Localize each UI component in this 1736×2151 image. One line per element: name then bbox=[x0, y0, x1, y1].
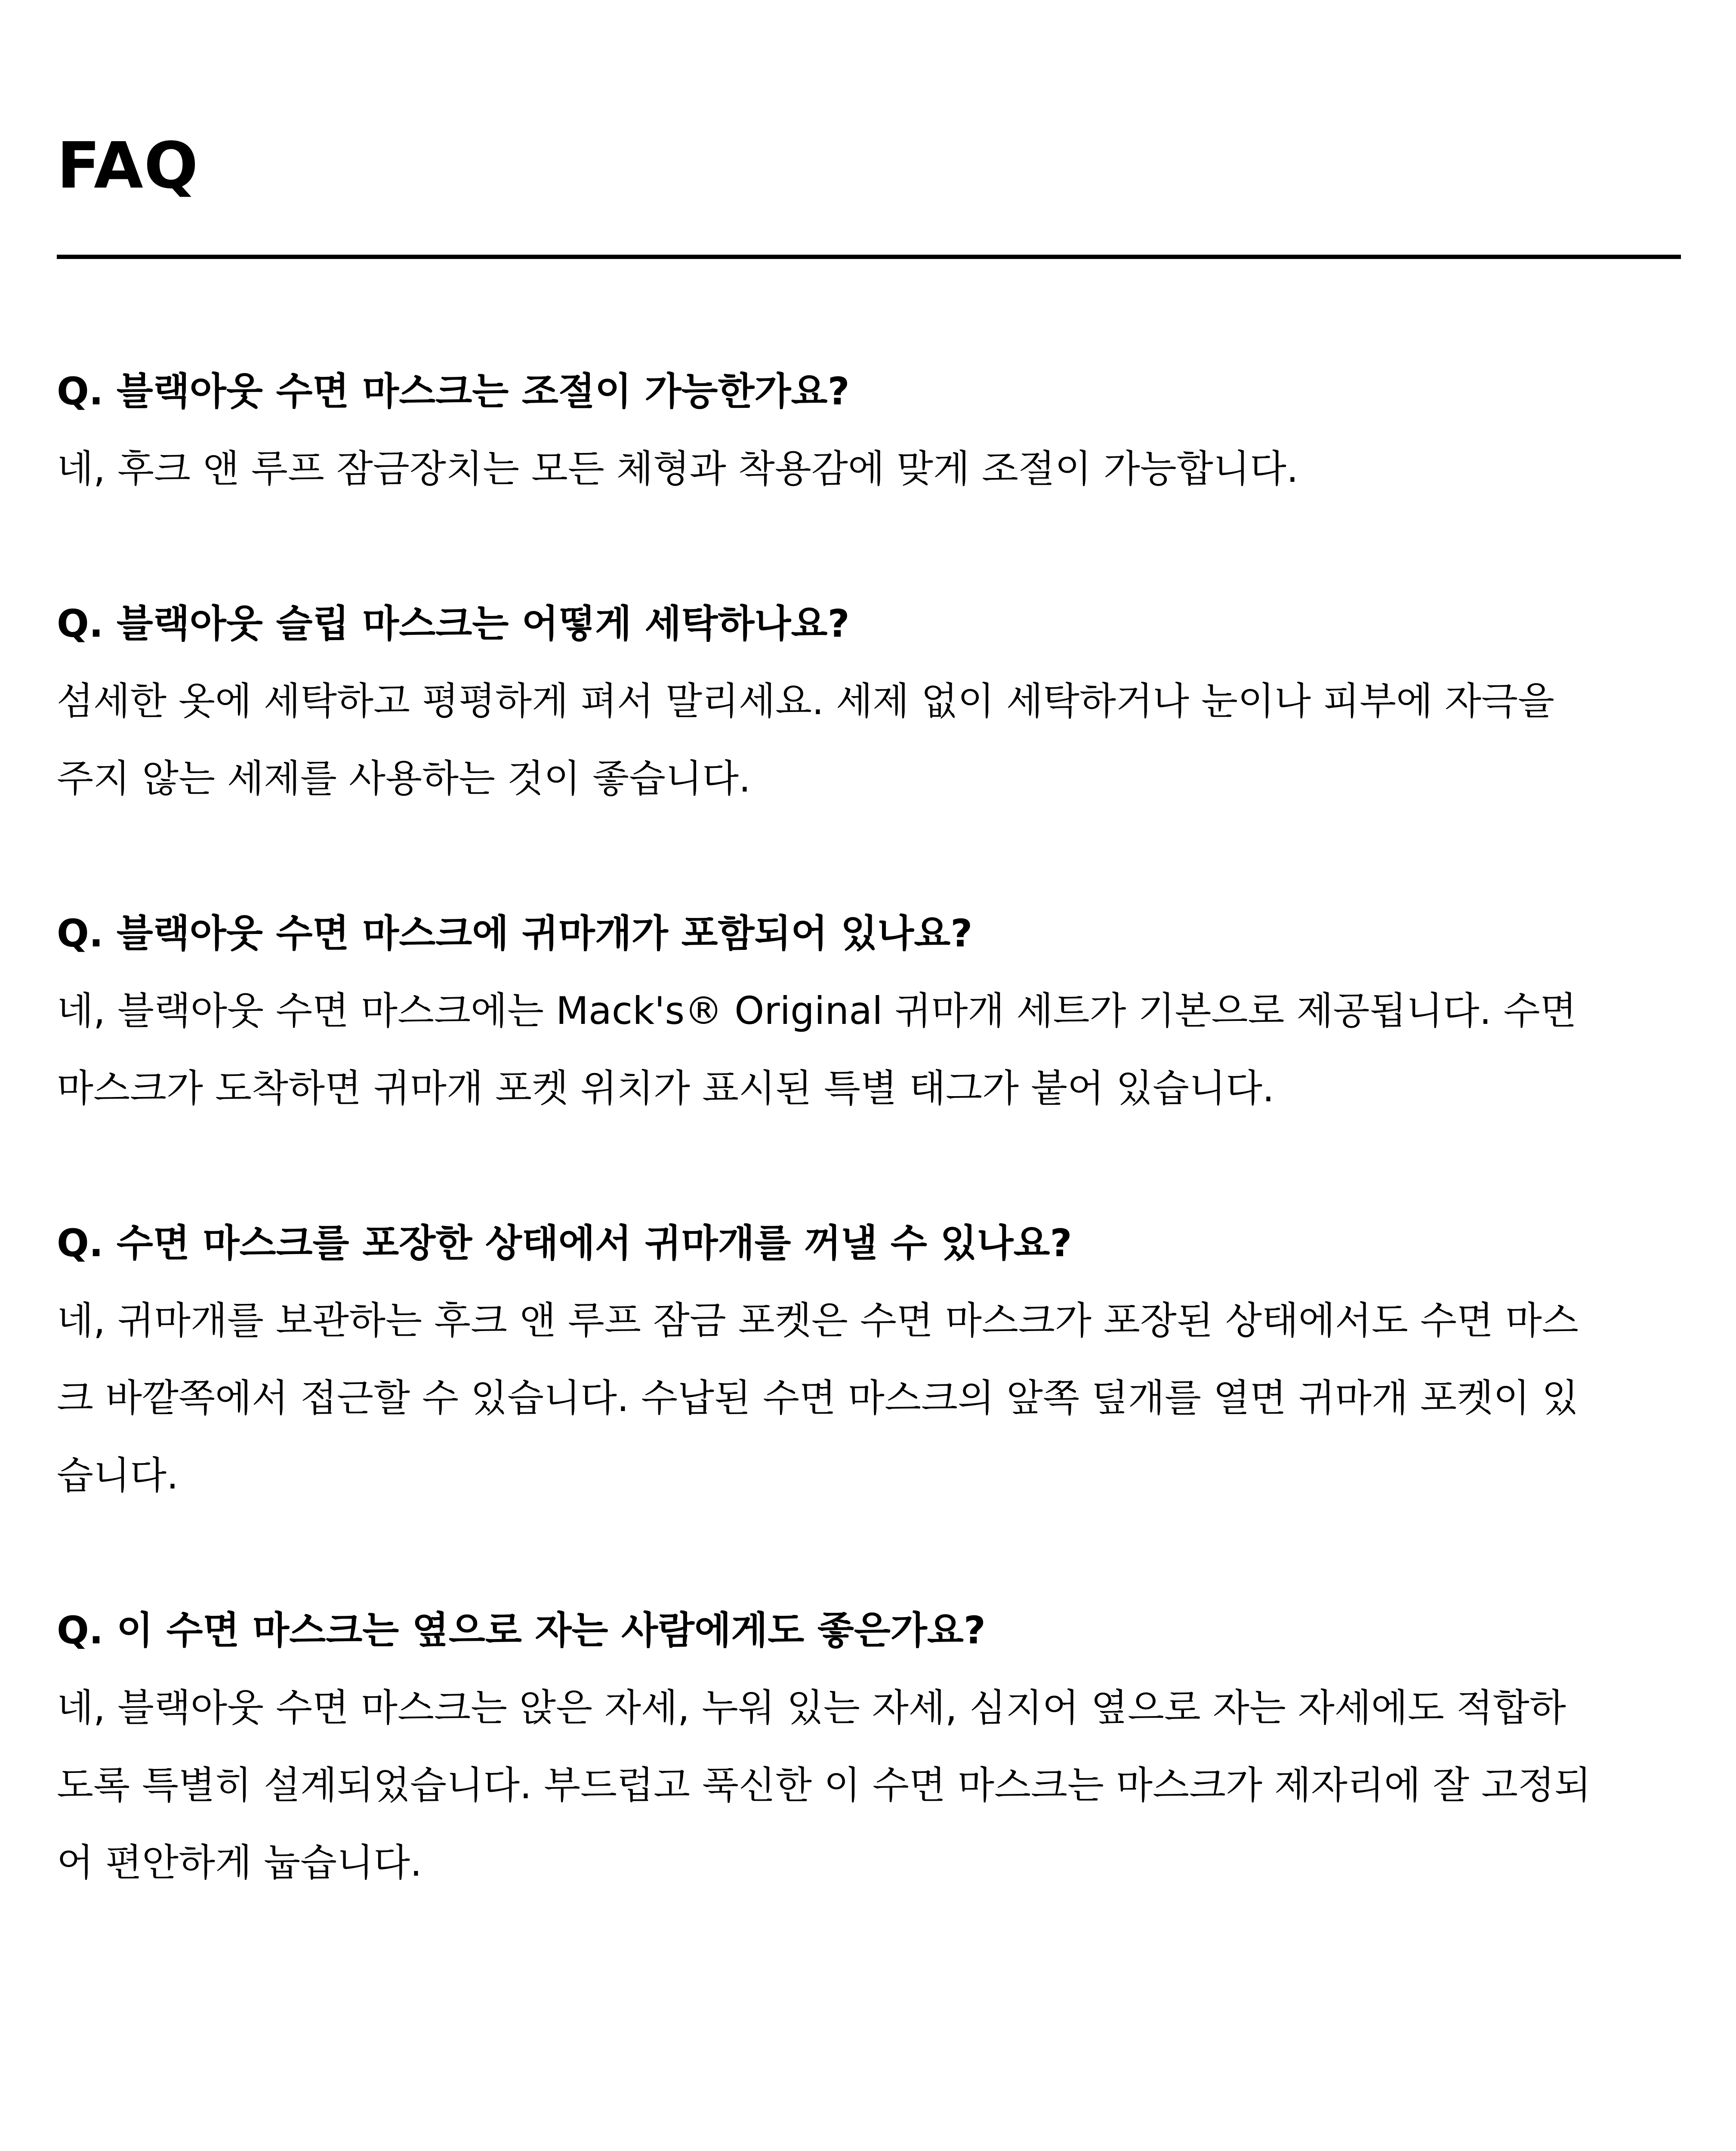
faq-answer-line: 어 편안하게 눕습니다. bbox=[57, 1840, 422, 1885]
faq-answer-line: 습니다. bbox=[57, 1453, 179, 1498]
faq-item bbox=[57, 353, 1681, 508]
faq-answer-line: 도록 특별히 설계되었습니다. 부드럽고 푹신한 이 수면 마스크는 마스크가 제자리에 잘 고정되 bbox=[57, 1763, 1591, 1807]
faq-question: Q. 이 수면 마스크는 옆으로 자는 사람에게도 좋은가요? bbox=[57, 1608, 986, 1652]
faq-answer-line: 섬세한 옷에 세탁하고 평평하게 펴서 말리세요. 세제 없이 세탁하거나 눈이나 피부에 자극을 bbox=[57, 679, 1554, 723]
faq-item bbox=[57, 1592, 1681, 1901]
faq-answer-line: 네, 블랙아웃 수면 마스크는 앉은 자세, 누워 있는 자세, 심지어 옆으로 자는 자세에도 적합하 bbox=[57, 1686, 1566, 1730]
faq-answer-line: 네, 후크 앤 루프 잠금장치는 모든 체형과 착용감에 맞게 조절이 가능합니다. bbox=[57, 447, 1298, 491]
faq-question: Q. 수면 마스크를 포장한 상태에서 귀마개를 꺼낼 수 있나요? bbox=[57, 1221, 1072, 1265]
faq-answer-line: 네, 블랙아웃 수면 마스크에는 Mack's® Original 귀마개 세트가 기본으로 제공됩니다. 수면 bbox=[57, 989, 1577, 1033]
title-divider bbox=[57, 255, 1681, 259]
faq-question: Q. 블랙아웃 수면 마스크에 귀마개가 포함되어 있나요? bbox=[57, 911, 973, 955]
faq-list bbox=[57, 353, 1681, 1979]
faq-answer bbox=[57, 1669, 1681, 1901]
faq-answer bbox=[57, 972, 1681, 1127]
faq-answer-line: 크 바깥쪽에서 접근할 수 있습니다. 수납된 수면 마스크의 앞쪽 덮개를 열면 귀마개 포켓이 있 bbox=[57, 1376, 1579, 1420]
faq-answer bbox=[57, 430, 1681, 508]
faq-question: Q. 블랙아웃 수면 마스크는 조절이 가능한가요? bbox=[57, 369, 850, 413]
faq-answer bbox=[57, 663, 1681, 817]
faq-answer-line: 주지 않는 세제를 사용하는 것이 좋습니다. bbox=[57, 756, 751, 801]
page-title: FAQ bbox=[57, 129, 199, 203]
faq-question: Q. 블랙아웃 슬립 마스크는 어떻게 세탁하나요? bbox=[57, 601, 850, 646]
faq-item bbox=[57, 1205, 1681, 1514]
faq-answer bbox=[57, 1282, 1681, 1514]
faq-item bbox=[57, 585, 1681, 817]
faq-answer-line: 마스크가 도착하면 귀마개 포켓 위치가 표시된 특별 태그가 붙어 있습니다. bbox=[57, 1066, 1274, 1110]
faq-answer-line: 네, 귀마개를 보관하는 후크 앤 루프 잠금 포켓은 수면 마스크가 포장된 상태에서도 수면 마스 bbox=[57, 1298, 1579, 1343]
faq-item bbox=[57, 895, 1681, 1127]
